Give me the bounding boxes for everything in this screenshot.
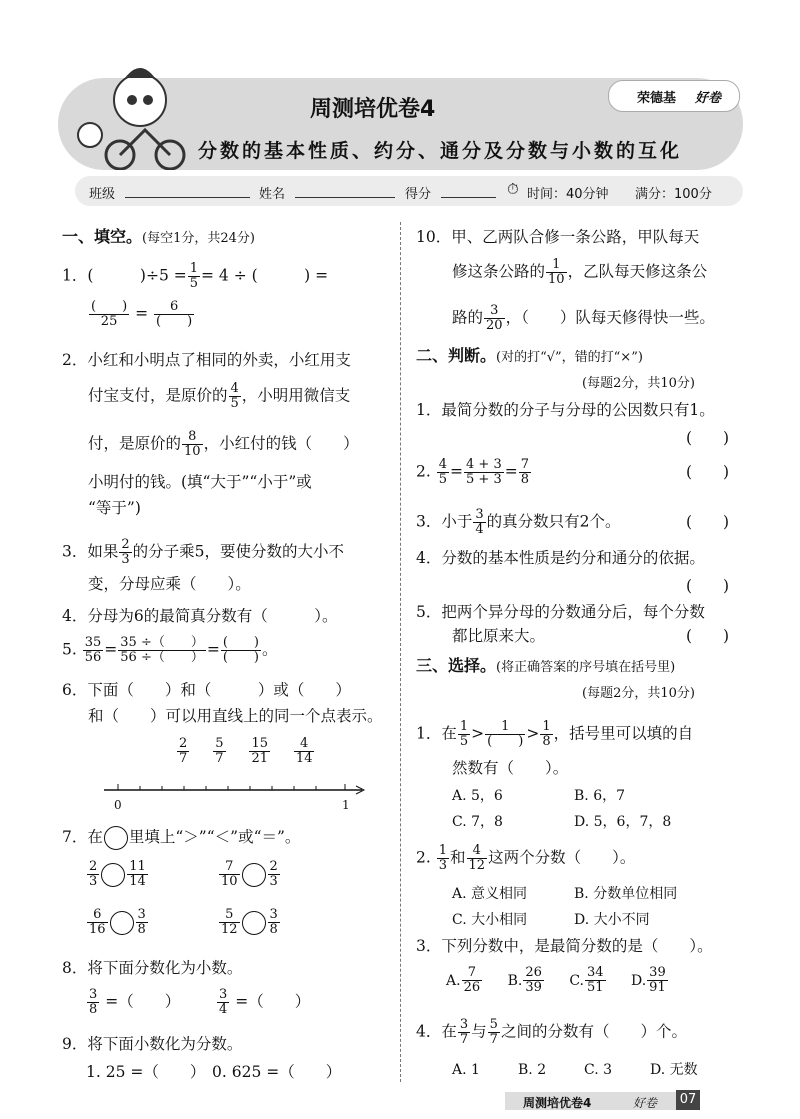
choice-3-opts	[446, 966, 669, 995]
choice-3-opt-c[interactable]: C. $\frac{34}{51}$	[569, 965, 604, 995]
choice-1: 1．在 $\frac{1}{5}$ > 1 ( ) > $\frac{1}{8}$ ，括号里可以填的自	[416, 719, 694, 749]
question-9: 9．将下面小数化为分数。	[62, 1035, 243, 1053]
question-8-a: $\frac{3}{8}$ =（ ）	[89, 987, 181, 1017]
question-6-fractions: $\frac{2}{7}$ $\frac{5}{7}$ $\frac{15}{21}$ $\frac{4}{14}$	[179, 736, 313, 766]
question-7: 7．在 里填上“＞”“＜”或“＝”。	[62, 826, 300, 850]
question-8-b: $\frac{3}{4}$ =（ ）	[219, 987, 311, 1017]
column-divider	[400, 222, 401, 1082]
question-10-line3: 路的 $\frac{3}{20}$ ，（ ）队每天修得快一些。	[452, 303, 715, 333]
judge-1: 1．最简分数的分子与分母的公因数只有1。	[416, 401, 715, 419]
compare-3: $\frac{6}{16}$ $\frac{3}{8}$	[89, 907, 146, 937]
footer-label: 周测培优卷4	[523, 1096, 592, 1110]
judge-2-answer[interactable]: ( )	[686, 463, 730, 481]
student-info-bar	[75, 176, 743, 206]
score-label: 得分	[405, 187, 432, 202]
question-2-line5: “等于”)	[88, 499, 141, 517]
choice-3-opt-a[interactable]: A. $\frac{7}{26}$	[446, 965, 481, 995]
name-label: 姓名	[259, 187, 286, 202]
page-title: 周测培优卷4	[310, 97, 436, 122]
page-subtitle: 分数的基本性质、约分、通分及分数与小数的互化	[198, 140, 683, 162]
choice-1-opt-d[interactable]: D. 5，6，7，8	[574, 814, 672, 830]
footer-bar	[505, 1092, 685, 1110]
question-4: 4．分母为6的最简真分数有（ ）。	[62, 607, 338, 625]
question-6: 6．下面（ ）和（ ）或（ ）	[62, 681, 351, 699]
judge-2: 2. $\frac{4}{5}$ = $\frac{4 + 3}{5 + 3}$ = $\frac{7}{8}$	[416, 457, 529, 487]
choice-3: 3．下列分数中，是最简分数的是（ ）。	[416, 937, 713, 955]
question-10: 10．甲、乙两队合修一条公路，甲队每天	[416, 228, 700, 246]
full-score-label: 满分：100分	[635, 187, 712, 202]
choice-1-line2: 然数有（ ）。	[452, 759, 569, 777]
choice-2-opt-b[interactable]: B. 分数单位相同	[574, 886, 678, 902]
mascot-icon	[70, 60, 190, 170]
tick-1: 1	[342, 798, 350, 812]
choice-4: 4．在 $\frac{3}{7}$ 与 $\frac{5}{7}$ 之间的分数有（ ）个。	[416, 1017, 687, 1047]
question-2-line2: 付宝支付，是原价的 $\frac{4}{5}$ ，小明用微信支	[88, 381, 351, 411]
question-1: 1．( )÷5 = $\frac{1}{5}$ = 4 ÷ ( ) =	[62, 261, 329, 291]
name-field[interactable]	[295, 183, 395, 198]
number-line	[104, 780, 366, 800]
compare-1: $\frac{2}{3}$ $\frac{11}{14}$	[89, 859, 146, 889]
choice-3-opt-d[interactable]: D. $\frac{39}{91}$	[630, 965, 666, 995]
question-9-b: 0. 625 =（ ）	[212, 1063, 342, 1081]
choice-4-opt-a[interactable]: A. 1	[452, 1062, 480, 1078]
judge-5-answer[interactable]: ( )	[686, 627, 730, 645]
choice-1-opt-a[interactable]: A. 5，6	[452, 788, 503, 804]
choice-1-opt-c[interactable]: C. 7，8	[452, 814, 503, 830]
judge-4-answer[interactable]: ( )	[686, 577, 730, 595]
compare-circle	[104, 826, 128, 850]
question-6-line2: 和（ ）可以用直线上的同一个点表示。	[88, 707, 383, 725]
compare-slot[interactable]	[110, 911, 134, 935]
choice-4-opt-b[interactable]: B. 2	[518, 1062, 547, 1078]
choice-2: 2. $\frac{1}{3}$ 和 $\frac{4}{12}$ 这两个分数（ ）。	[416, 843, 636, 873]
section-3-score: (每题2分，共10分)	[582, 686, 695, 701]
question-2: 2．小红和小明点了相同的外卖，小红用支	[62, 351, 351, 369]
question-9-a: 1. 25 =（ ）	[86, 1063, 206, 1081]
question-3: 3．如果 $\frac{2}{3}$ 的分子乘5，要使分数的大小不	[62, 537, 345, 567]
question-10-line2: 修这条公路的 $\frac{1}{10}$ ，乙队每天修这条公	[452, 257, 708, 287]
choice-2-opt-a[interactable]: A. 意义相同	[452, 886, 528, 902]
question-3-line2: 变，分母应乘（ ）。	[88, 575, 251, 593]
judge-3-answer[interactable]: ( )	[686, 513, 730, 531]
judge-5-line2: 都比原来大。	[452, 627, 546, 645]
score-field[interactable]	[441, 183, 496, 198]
section-2-heading: 二、判断。(对的打“√”，错的打“×”)	[416, 346, 643, 365]
compare-2: $\frac{7}{10}$ $\frac{2}{3}$	[221, 859, 278, 889]
section-1-heading: 一、填空。(每空1分，共24分)	[62, 227, 255, 246]
choice-4-opt-c[interactable]: C. 3	[584, 1062, 613, 1078]
tick-0: 0	[114, 798, 122, 812]
compare-slot[interactable]	[242, 911, 266, 935]
page-number: 07	[676, 1090, 700, 1110]
compare-slot[interactable]	[242, 863, 266, 887]
judge-3: 3．小于 $\frac{3}{4}$ 的真分数只有2个。	[416, 507, 621, 537]
compare-4: $\frac{5}{12}$ $\frac{3}{8}$	[221, 907, 278, 937]
choice-3-opt-b[interactable]: B. $\frac{26}{39}$	[507, 965, 542, 995]
question-2-line4: 小明付的钱。(填“大于”“小于”或	[88, 473, 312, 491]
time-label: 时间：40分钟	[527, 187, 609, 202]
compare-slot[interactable]	[101, 863, 125, 887]
footer-brand: 好卷	[633, 1096, 658, 1110]
brand-name: 荣德基	[637, 91, 677, 106]
brand-logo	[608, 80, 740, 112]
judge-5: 5．把两个异分母的分数通分后，每个分数	[416, 603, 705, 621]
question-8: 8．将下面分数化为小数。	[62, 959, 243, 977]
judge-4: 4．分数的基本性质是约分和通分的依据。	[416, 549, 705, 567]
judge-1-answer[interactable]: ( )	[686, 429, 730, 447]
choice-2-opt-c[interactable]: C. 大小相同	[452, 912, 528, 928]
brand-name-2: 好卷	[695, 91, 722, 106]
choice-2-opt-d[interactable]: D. 大小不同	[574, 912, 650, 928]
class-label: 班级	[89, 187, 116, 202]
choice-1-opt-b[interactable]: B. 6，7	[574, 788, 626, 804]
clock-icon: ⏱	[507, 180, 519, 198]
choice-4-opt-d[interactable]: D. 无数	[650, 1062, 698, 1078]
class-field[interactable]	[125, 183, 250, 198]
question-2-line3: 付，是原价的 $\frac{8}{10}$ ，小红付的钱（ ）	[88, 429, 359, 459]
question-5: 5. $\frac{35}{56}$ = $\frac{35 \div( )}{56 \div( )}$ = ( ) ( ) 。	[62, 635, 278, 665]
question-1-line2: ( ) 25 = 6 ( )	[91, 299, 193, 329]
section-2-score: (每题2分，共10分)	[582, 376, 695, 391]
section-3-heading: 三、选择。(将正确答案的序号填在括号里)	[416, 656, 676, 675]
